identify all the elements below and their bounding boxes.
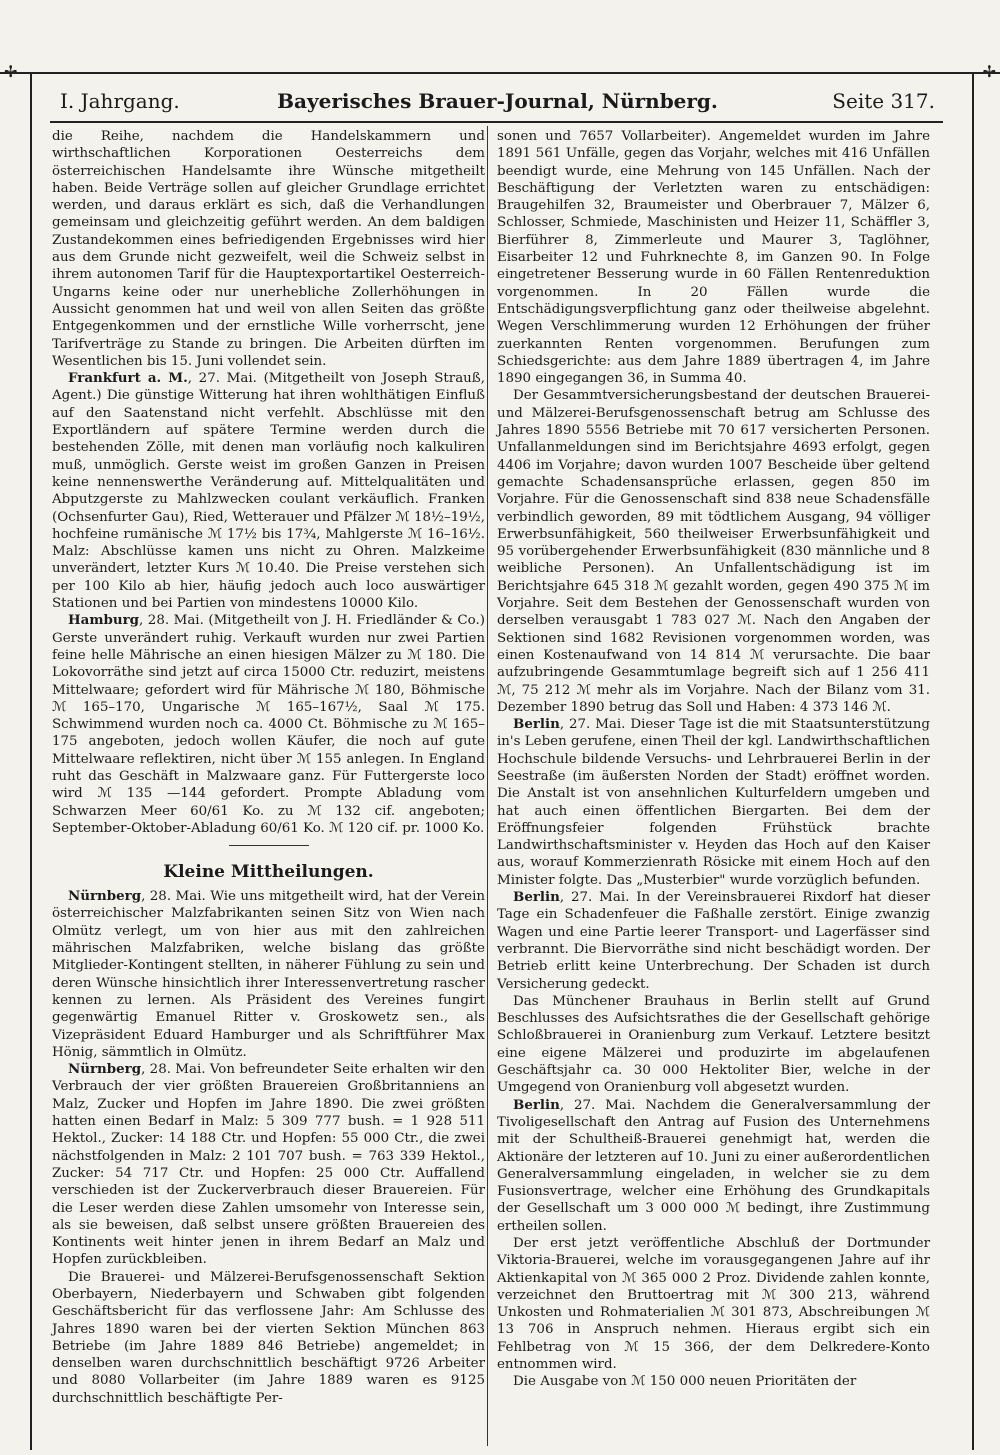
dateline-city: Nürnberg	[68, 1061, 142, 1078]
paragraph-text: , 28. Mai. Von befreundeter Seite erhalten wir den Verbrauch der vier größten Brauereien Großbritanniens an Malz, Zucker und Hopfen im Jahre 1890. Die zwei größten hatten einen Bedarf in Malz: 5 309 777 bush. = 1 928 511 Hektol., Zucker: 14 188 Ctr. und Hopfen: 55 000 Ctr., die zwei nächstfolgenden in Malz: 2 101 707 bush. = 763 339 Hektol., Zucker: 54 717 Ctr. und Hopfen: 25 000 Ctr. Auffallend verschieden ist der Zuckerverbrauch dieser Brauereien. Für die Leser werden diese Zahlen umsomehr von Interesse sein, als sie beweisen, daß selbst unsere größten Brauereien des Kontinents weit hinter jenen in ihrem Bedarf an Malz und Hopfen zurückbleiben.	[52, 1062, 485, 1268]
left-column	[52, 128, 485, 1407]
header-rule	[50, 121, 943, 123]
paragraph	[52, 370, 485, 612]
paragraph-text: , 28. Mai. Wie uns mitgetheilt wird, hat der Verein österreichischer Malzfabrikanten seinen Sitz von Wien nach Olmütz verlegt, um von hier aus mit den zahlreichen mährischen Malzfabriken, welche bislang das größte Mitglieder-Kontingent stellten, in näherer Fühlung zu sein und deren Wünsche hinsichtlich ihrer Interessenvertretung rascher kennen zu lernen. Als Präsident des Vereines fungirt gegenwärtig Emanuel Ritter v. Groskowetz sen., als Vizepräsident Eduard Hamburger und als Schriftführer Max Hönig, sämmtlich in Olmütz.	[52, 889, 485, 1060]
right-column	[497, 128, 930, 1391]
journal-title: Bayerisches Brauer-Journal, Nürnberg.	[277, 89, 718, 113]
paragraph-text: , 27. Mai. In der Vereinsbrauerei Rixdorf hat dieser Tage ein Schadenfeuer die Faßhalle zerstört. Einige zwanzig Wagen und eine Partie leerer Transport- und Lagerfässer sind verbrannt. Die Biervorräthe sind nicht beschädigt worden. Der Betrieb erlitt keine Unterbrechung. Der Schaden ist durch Versicherung gedeckt.	[497, 890, 930, 992]
section-title: Kleine Mittheilungen.	[163, 862, 374, 883]
paragraph: Das Münchener Brauhaus in Berlin stellt auf Grund Beschlusses des Aufsichtsrathes die der Gesellschaft gehörige Schloßbrauerei in Oranienburg zum Verkauf. Letztere besitzt eine eigene Mälzerei und produzirte im abgelaufenen Geschäftsjahr ca. 30 000 Hektoliter Bier, welche in der Umgegend von Oranienburg voll abgesetzt wurden.	[497, 993, 930, 1096]
dateline-city: Berlin	[513, 716, 560, 733]
left-ornament-icon: ✢	[4, 62, 18, 81]
column-divider	[487, 126, 488, 1446]
paragraph-text: , 28. Mai. (Mitgetheilt von J. H. Friedländer & Co.) Gerste unverändert ruhig. Verkauft wurden nur zwei Partien feine helle Mährische an einen hiesigen Mälzer zu ℳ 180. Die Lokovorräthe sind jetzt auf circa 15000 Ctr. reduzirt, meistens Mittelwaare; gefordert wird für Mährische ℳ 180, Böhmische ℳ 165–170, Ungarische ℳ 165–167½, Saal ℳ 175. Schwimmend wurden noch ca. 4000 Ct. Böhmische zu ℳ 165–175 angeboten, jedoch wollen Käufer, die noch auf gute Mittelwaare reflektiren, nicht über ℳ 155 anlegen. In England ruht das Geschäft in Malzwaare ganz. Für Futtergerste loco wird ℳ 135 —144 gefordert. Prompte Abladung vom Schwarzen Meer 60/61 Ko. zu ℳ 132 cif. angeboten; September-Oktober-Abladung 60/61 Ko. ℳ 120 cif. pr. 1000 Ko.	[52, 613, 485, 836]
paragraph	[52, 888, 485, 1061]
paragraph	[497, 1097, 930, 1235]
section-separator	[229, 845, 309, 846]
dateline-city: Hamburg	[68, 612, 140, 629]
paragraph: Der Gesammtversicherungsbestand der deutschen Brauerei- und Mälzerei-Berufsgenossenschaft betrug am Schlusse des Jahres 1890 5556 Betriebe mit 70 617 versicherten Personen. Unfallanmeldungen sind im Berichtsjahre 4693 erfolgt, gegen 4406 im Vorjahre; davon wurden 1007 Bescheide über geltend gemachte Schadensansprüche erlassen, gegen 850 im Vorjahre. Für die Genossenschaft sind 838 neue Schadensfälle verbindlich geworden, 89 mit tödtlichem Ausgang, 94 völliger Erwerbsunfähigkeit, 560 theilweiser Erwerbsunfähigkeit und 95 vorübergehender Erwerbsunfähigkeit (830 männliche und 8 weibliche Personen). An Unfallentschädigung ist im Berichtsjahre 645 318 ℳ gezahlt worden, gegen 490 375 ℳ im Vorjahre. Seit dem Bestehen der Genossenschaft wurden von derselben verausgabt 1 783 027 ℳ. Nach den Angaben der Sektionen sind 1682 Revisionen vorgenommen worden, was einen Kostenaufwand von 14 814 ℳ verursachte. Die baar aufzubringende Gesammtumlage begreift sich auf 1 256 411 ℳ, 75 212 ℳ mehr als im Vorjahre. Nach der Bilanz vom 31. Dezember 1890 betrug das Soll und Haben: 4 373 146 ℳ.	[497, 388, 930, 715]
paragraph: sonen und 7657 Vollarbeiter). Angemeldet wurden im Jahre 1891 561 Unfälle, gegen das Vorjahr, welches mit 416 Unfällen beendigt wurde, eine Mehrung von 145 Unfällen. Nach der Beschäftigung der Verletzten waren zu entschädigen: Braugehilfen 32, Braumeister und Oberbrauer 7, Mälzer 6, Schlosser, Schmiede, Maschinisten und Heizer 11, Schäffler 3, Bierführer 8, Zimmerleute und Maurer 3, Taglöhner, Eisarbeiter 12 und Fuhrknechte 8, im Ganzen 90. In Folge eingetretener Besserung wurde in 60 Fällen Rentenreduktion vorgenommen. In 20 Fällen wurde die Entschädigungsverpflichtung ganz oder theilweise abgelehnt. Wegen Verschlimmerung wurden 12 Erhöhungen der früher zuerkannten Renten vorgenommen. Berufungen zum Schiedsgerichte: aus dem Jahre 1889 übertragen 4, im Jahre 1890 eingegangen 36, in Summa 40.	[497, 129, 930, 387]
paragraph: Die Brauerei- und Mälzerei-Berufsgenossenschaft Sektion Oberbayern, Niederbayern und Schwaben gibt folgenden Geschäftsbericht für das verflossene Jahr: Am Schlusse des Jahres 1890 waren bei der vierten Sektion München 863 Betriebe (im Jahre 1889 846 Betriebe) angemeldet; in denselben waren durchschnittlich beschäftigt 9726 Arbeiter und 8080 Vollarbeiter (im Jahre 1889 waren es 9125 durchschnittlich beschäftigte Per-	[52, 1269, 485, 1406]
paragraph-text: , 27. Mai. Nachdem die Generalversammlung der Tivoligesellschaft den Antrag auf Fusion des Unternehmens mit der Schultheiß-Brauerei genehmigt hat, werden die Aktionäre der letzteren auf 10. Juni zu einer außerordentlichen Generalversammlung eingeladen, in welcher sie zu dem Fusionsvertrage, welcher eine Erhöhung des Grundkapitals der Gesellschaft um 3 000 000 ℳ bedingt, ihre Zustimmung ertheilen sollen.	[497, 1097, 930, 1234]
paragraph-text: , 27. Mai. Dieser Tage ist die mit Staatsunterstützung in's Leben gerufene, einen Theil der kgl. Landwirthschaftlichen Hochschule bildende Versuchs- und Lehrbrauerei Berlin in der Seestraße (im äußersten Norden der Stadt) eröffnet worden. Die Anstalt ist von ansehnlichen Kulturfeldern umgeben und hat auch einen öffentlichen Biergarten. Bei dem der Eröffnungsfeier folgenden Frühstück brachte Landwirthschaftsminister v. Heyden das Hoch auf den Kaiser aus, worauf Kommerzienrath Rösicke mit einem Hoch auf den Minister folgte. Das „Musterbier" wurde vorzüglich befunden.	[497, 717, 930, 888]
running-header	[60, 88, 935, 114]
page-number: Seite 317.	[832, 89, 935, 113]
dateline-city: Nürnberg	[68, 888, 142, 905]
paragraph: Die Ausgabe von ℳ 150 000 neuen Prioritäten der	[513, 1374, 857, 1390]
paragraph	[52, 612, 485, 837]
paragraph	[497, 889, 930, 993]
paragraph: die Reihe, nachdem die Handelskammern und wirthschaftlichen Korporationen Oesterreichs dem österreichischen Handelsamte ihre Wünsche mitgetheilt haben. Beide Verträge sollen auf gleicher Grundlage errichtet werden, und daraus erklärt es sich, daß die Verhandlungen gemeinsam und gleichzeitig geführt werden. An dem baldigen Zustandekommen eines befriedigenden Ergebnisses wird hier aus dem Grunde nicht gezweifelt, weil die Schweiz selbst in ihrem autonomen Tarif für die Hauptexportartikel Oesterreich-Ungarns keine oder nur unerhebliche Zollerhöhungen in Aussicht genommen hat und weil von allen Seiten das größte Entgegenkommen und der ernstliche Wille vorherrscht, jene Tarifverträge zu Stande zu bringen. Die Arbeiten dürften im Wesentlichen bis 15. Juni vollendet sein.	[52, 129, 485, 369]
dateline-city: Berlin	[513, 1096, 560, 1113]
dateline-city: Berlin	[513, 889, 560, 906]
paragraph: Der erst jetzt veröffentliche Abschluß der Dortmunder Viktoria-Brauerei, welche im vorausgegangenen Jahre auf ihr Aktienkapital von ℳ 365 000 2 Proz. Dividende zahlen konnte, verzeichnet den Bruttoertrag mit ℳ 300 213, während Unkosten und Rohmaterialien ℳ 301 873, Abschreibungen ℳ 13 706 in Anspruch nehmen. Hieraus ergibt sich ein Fehlbetrag von ℳ 15 366, der dem Delkredere-Konto entnommen wird.	[497, 1236, 930, 1373]
paragraph	[52, 1061, 485, 1269]
paragraph	[497, 716, 930, 889]
dateline-city: Frankfurt a. M.	[68, 370, 188, 387]
paragraph-text: , 27. Mai. (Mitgetheilt von Joseph Strauß, Agent.) Die günstige Witterung hat ihren wohlthätigen Einfluß auf den Saatenstand nicht verfehlt. Abschlüsse mit den Exportländern auf spätere Termine werden durch die bestehenden Zölle, mit denen man vorläufig noch kalkuliren muß, unmöglich. Gerste weist im großen Ganzen in Preisen keine nennenswerthe Veränderung auf. Mittelqualitäten und Abputzgerste zu Mahlzwecken coulant verkäuflich. Franken (Ochsenfurter Gau), Ried, Wetterauer und Pfälzer ℳ 18½–19½, hochfeine rumänische ℳ 17½ bis 17¾, Mahlgerste ℳ 16–16½. Malz: Abschlüsse kamen uns nicht zu Ohren. Malzkeime unverändert, letzter Kurs ℳ 10.40. Die Preise verstehen sich per 100 Kilo ab hier, häufig jedoch auch loco auswärtiger Stationen und bei Partien von mindestens 10000 Kilo.	[52, 371, 486, 612]
right-ornament-icon: ✢	[982, 62, 996, 81]
volume-label: I. Jahrgang.	[60, 89, 180, 113]
